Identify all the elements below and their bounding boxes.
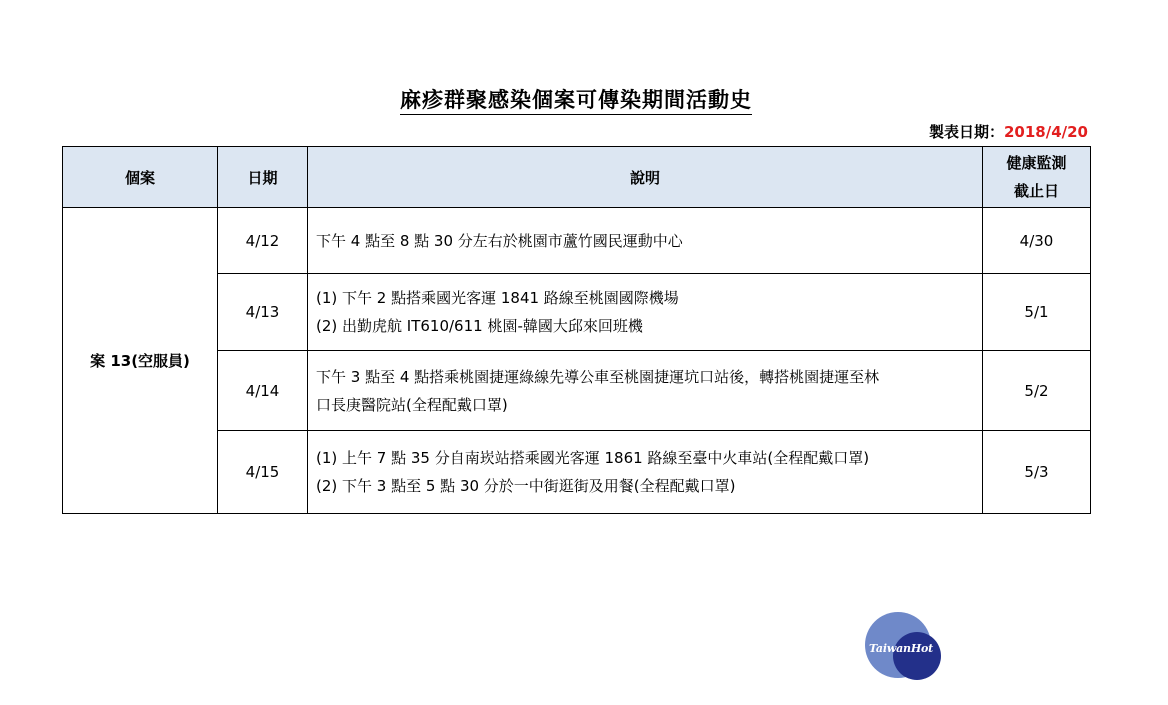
description-line: 口長庚醫院站(全程配戴口罩) — [316, 395, 508, 414]
description-line: (1) 下午 2 點搭乘國光客運 1841 路線至桃園國際機場 — [316, 289, 679, 307]
header-monitor-line2: 截止日 — [1013, 182, 1059, 200]
case-cell: 案 13(空服員) — [63, 208, 218, 514]
table-row — [63, 351, 1091, 431]
header-monitor-line1: 健康監測 — [1006, 154, 1067, 172]
table-header-row — [63, 147, 1091, 208]
activity-table — [62, 146, 1091, 514]
table-row — [63, 431, 1091, 514]
report-date-label: 製表日期： — [928, 123, 1004, 141]
description-line: 下午 3 點至 4 點搭乘桃園捷運綠線先導公車至桃園捷運坑口站後，轉搭桃園捷運至林 — [316, 367, 880, 386]
description-line: 下午 4 點至 8 點 30 分左右於桃園市蘆竹國民運動中心 — [316, 231, 683, 250]
header-case: 個案 — [63, 147, 218, 208]
taiwanhot-logo — [865, 612, 945, 684]
header-monitor-end — [983, 147, 1091, 208]
row-description — [308, 274, 983, 351]
row-date: 4/14 — [218, 351, 308, 431]
row-date: 4/15 — [218, 431, 308, 514]
header-description: 說明 — [308, 147, 983, 208]
row-monitor-end: 5/1 — [983, 274, 1091, 351]
logo-circle-dark — [893, 632, 941, 680]
report-date-value: 2018/4/20 — [1003, 123, 1088, 141]
description-line: (1) 上午 7 點 35 分自南崁站搭乘國光客運 1861 路線至臺中火車站(全程配戴口罩) — [316, 449, 870, 467]
report-date — [929, 121, 1088, 142]
row-date: 4/12 — [218, 208, 308, 274]
description-line: (2) 下午 3 點至 5 點 30 分於一中街逛街及用餐(全程配戴口罩) — [316, 477, 736, 495]
table-row — [63, 274, 1091, 351]
row-monitor-end: 5/2 — [983, 351, 1091, 431]
row-monitor-end: 5/3 — [983, 431, 1091, 514]
row-description — [308, 351, 983, 431]
header-date: 日期 — [218, 147, 308, 208]
logo-text: TaiwanHot — [869, 642, 934, 655]
row-description — [308, 431, 983, 514]
row-monitor-end: 4/30 — [983, 208, 1091, 274]
table-row — [63, 208, 1091, 274]
description-line: (2) 出勤虎航 IT610/611 桃園-韓國大邱來回班機 — [316, 317, 643, 335]
page-title: 麻疹群聚感染個案可傳染期間活動史 — [0, 84, 1152, 114]
row-description — [308, 208, 983, 274]
row-date: 4/13 — [218, 274, 308, 351]
